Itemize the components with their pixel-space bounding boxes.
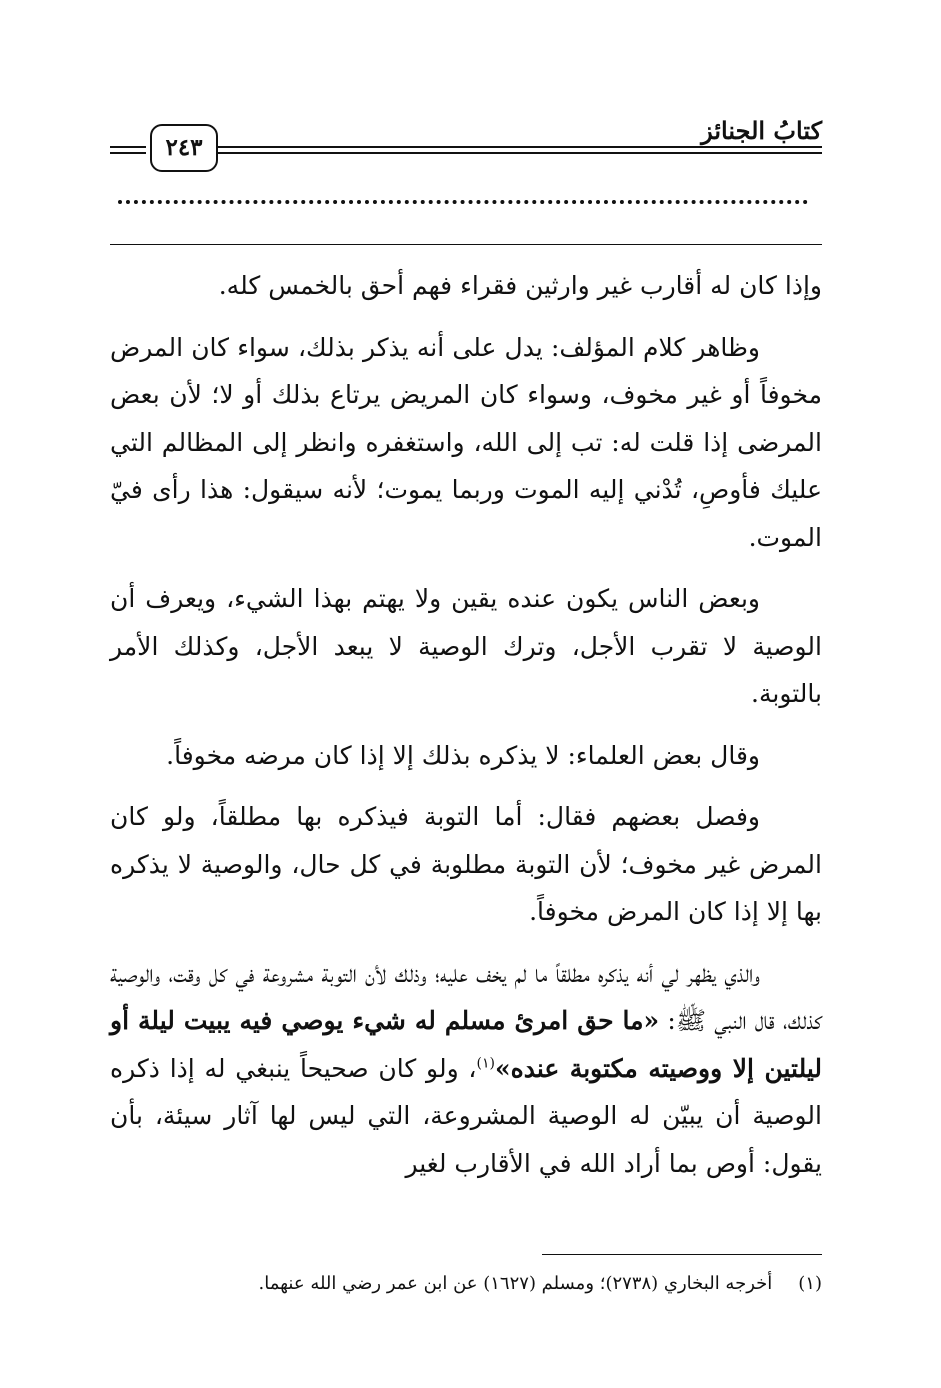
footnote-text: أخرجه البخاري (٢٧٣٨)؛ ومسلم (١٦٢٧) عن ابن عمر رضي الله عنهما. [258,1273,773,1294]
header-rule [110,146,146,148]
paragraph: وقال بعض العلماء: لا يذكره بذلك إلا إذا كان مرضه مخوفاً. [166,740,760,770]
footnote [110,1266,822,1302]
header-rule [110,152,146,154]
footnote-rule [542,1254,822,1255]
page-header [110,110,822,170]
paragraph: وإذا كان له أقارب غير وارثين فقراء فهم أحق بالخمس كله. [218,271,822,300]
paragraph-text: والذي يظهر لي أنه يذكره مطلقاً ما لم يخف عليه؛ وذلك لأن التوبة مشروعة في كل وقت، والوصية كذلك، قال النبي ﷺ: [110,958,822,1035]
header-rule [218,152,822,154]
paragraph: وفصل بعضهم فقال: أما التوبة فيذكره بها مطلقاً، ولو كان المرض غير مخوف؛ لأن التوبة مطلوبة في كل حال، والوصية لا يذكره بها إلا إذا كان المرض مخوفاً. [110,802,822,926]
header-rule [218,146,822,148]
body-text [110,262,822,1201]
chapter-title: كتابُ الجنائز [701,116,822,145]
hadith-quote: «ما حق امرئ مسلم له شيء يوصي فيه يبيت ليلة أو ليلتين إلا ووصيته مكتوبة عنده» [110,1006,823,1083]
footnote-marker[interactable]: (١) [476,1055,495,1072]
text-top-rule [110,244,822,245]
footnote-number: (١) [798,1273,822,1294]
paragraph [110,950,822,1188]
paragraph: وظاهر كلام المؤلف: يدل على أنه يذكر بذلك، سواء كان المرض مخوفاً أو غير مخوف، وسواء كان المريض يرتاع بذلك أو لا؛ لأن بعض المرضى إذا قلت له: تب إلى الله، واستغفره وانظر إلى المظالم التي عليك فأوصِ، تُدْني إليه الموت وربما يموت؛ لأنه سيقول: هذا رأى فيّ الموت. [110,332,822,552]
dotted-separator [118,200,808,224]
paragraph: وبعض الناس يكون عنده يقين ولا يهتم بهذا الشيء، ويعرف أن الوصية لا تقرب الأجل، وترك الوصية لا يبعد الأجل، وكذلك الأمر بالتوبة. [110,584,822,708]
page-number: ٢٤٣ [150,124,218,172]
paragraph-text: ، ولو كان صحيحاً ينبغي له إذا ذكره الوصية أن يبيّن له الوصية المشروعة، التي ليس لها آثار سيئة، بأن يقول: أوص بما أراد الله في الأقارب لغير [110,1053,822,1178]
